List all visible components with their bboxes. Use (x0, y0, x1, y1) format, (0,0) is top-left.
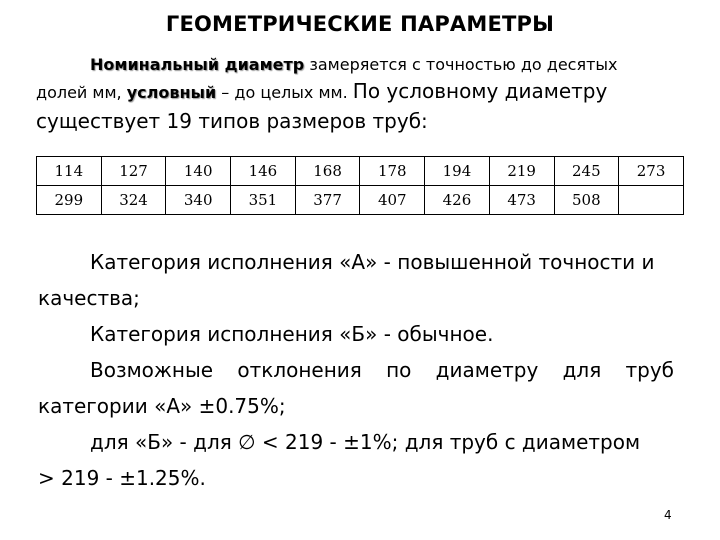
pipe-sizes-table (36, 156, 684, 215)
table-cell: 140 (166, 157, 231, 186)
intro-line-1-text: замеряется с точностью до десятых (304, 55, 618, 74)
table-cell: 194 (425, 157, 490, 186)
table-cell: 407 (360, 186, 425, 215)
table-cell: 377 (295, 186, 360, 215)
intro-line-2-text-a: долей мм, (36, 83, 127, 102)
intro-line-2-text-c: По условному диаметру (352, 79, 608, 103)
table-cell: 146 (231, 157, 296, 186)
table-cell: 473 (489, 186, 554, 215)
table-row (37, 186, 684, 215)
table-cell: 351 (231, 186, 296, 215)
table-cell: 245 (554, 157, 619, 186)
intro-line-1 (36, 52, 686, 78)
table-cell: 426 (425, 186, 490, 215)
page-number: 4 (664, 508, 672, 522)
table-cell: 324 (101, 186, 166, 215)
category-a-line-1: Категория исполнения «А» - повышенной точности и (90, 250, 655, 274)
category-b: Категория исполнения «Б» - обычное. (90, 322, 494, 346)
term-conditional: условный (126, 83, 217, 102)
term-nominal-diameter: Номинальный диаметр (90, 55, 305, 74)
table-cell: 340 (166, 186, 231, 215)
table-cell: 127 (101, 157, 166, 186)
deviations-line-3: для «Б» - для ∅ < 219 - ±1%; для труб с диаметром (90, 430, 641, 454)
table-cell: 273 (619, 157, 684, 186)
intro-line-2 (36, 78, 686, 106)
body-text (38, 244, 674, 496)
deviations-line-4: > 219 - ±1.25%. (38, 466, 206, 490)
table-cell: 299 (37, 186, 102, 215)
table-row (37, 157, 684, 186)
slide-title: ГЕОМЕТРИЧЕСКИЕ ПАРАМЕТРЫ (165, 12, 555, 36)
table-cell: 168 (295, 157, 360, 186)
deviations-line-2: категории «А» ±0.75%; (38, 394, 286, 418)
table-cell-empty (619, 186, 684, 215)
table-cell: 114 (37, 157, 102, 186)
intro-text (36, 52, 686, 136)
category-a-line-2: качества; (38, 286, 140, 310)
table-cell: 219 (489, 157, 554, 186)
table-cell: 508 (554, 186, 619, 215)
intro-line-2-text-b: – до целых мм. (216, 83, 353, 102)
deviations-line-1: Возможные отклонения по диаметру для труб (90, 358, 674, 382)
intro-line-3: существует 19 типов размеров труб: (36, 109, 428, 133)
table-cell: 178 (360, 157, 425, 186)
